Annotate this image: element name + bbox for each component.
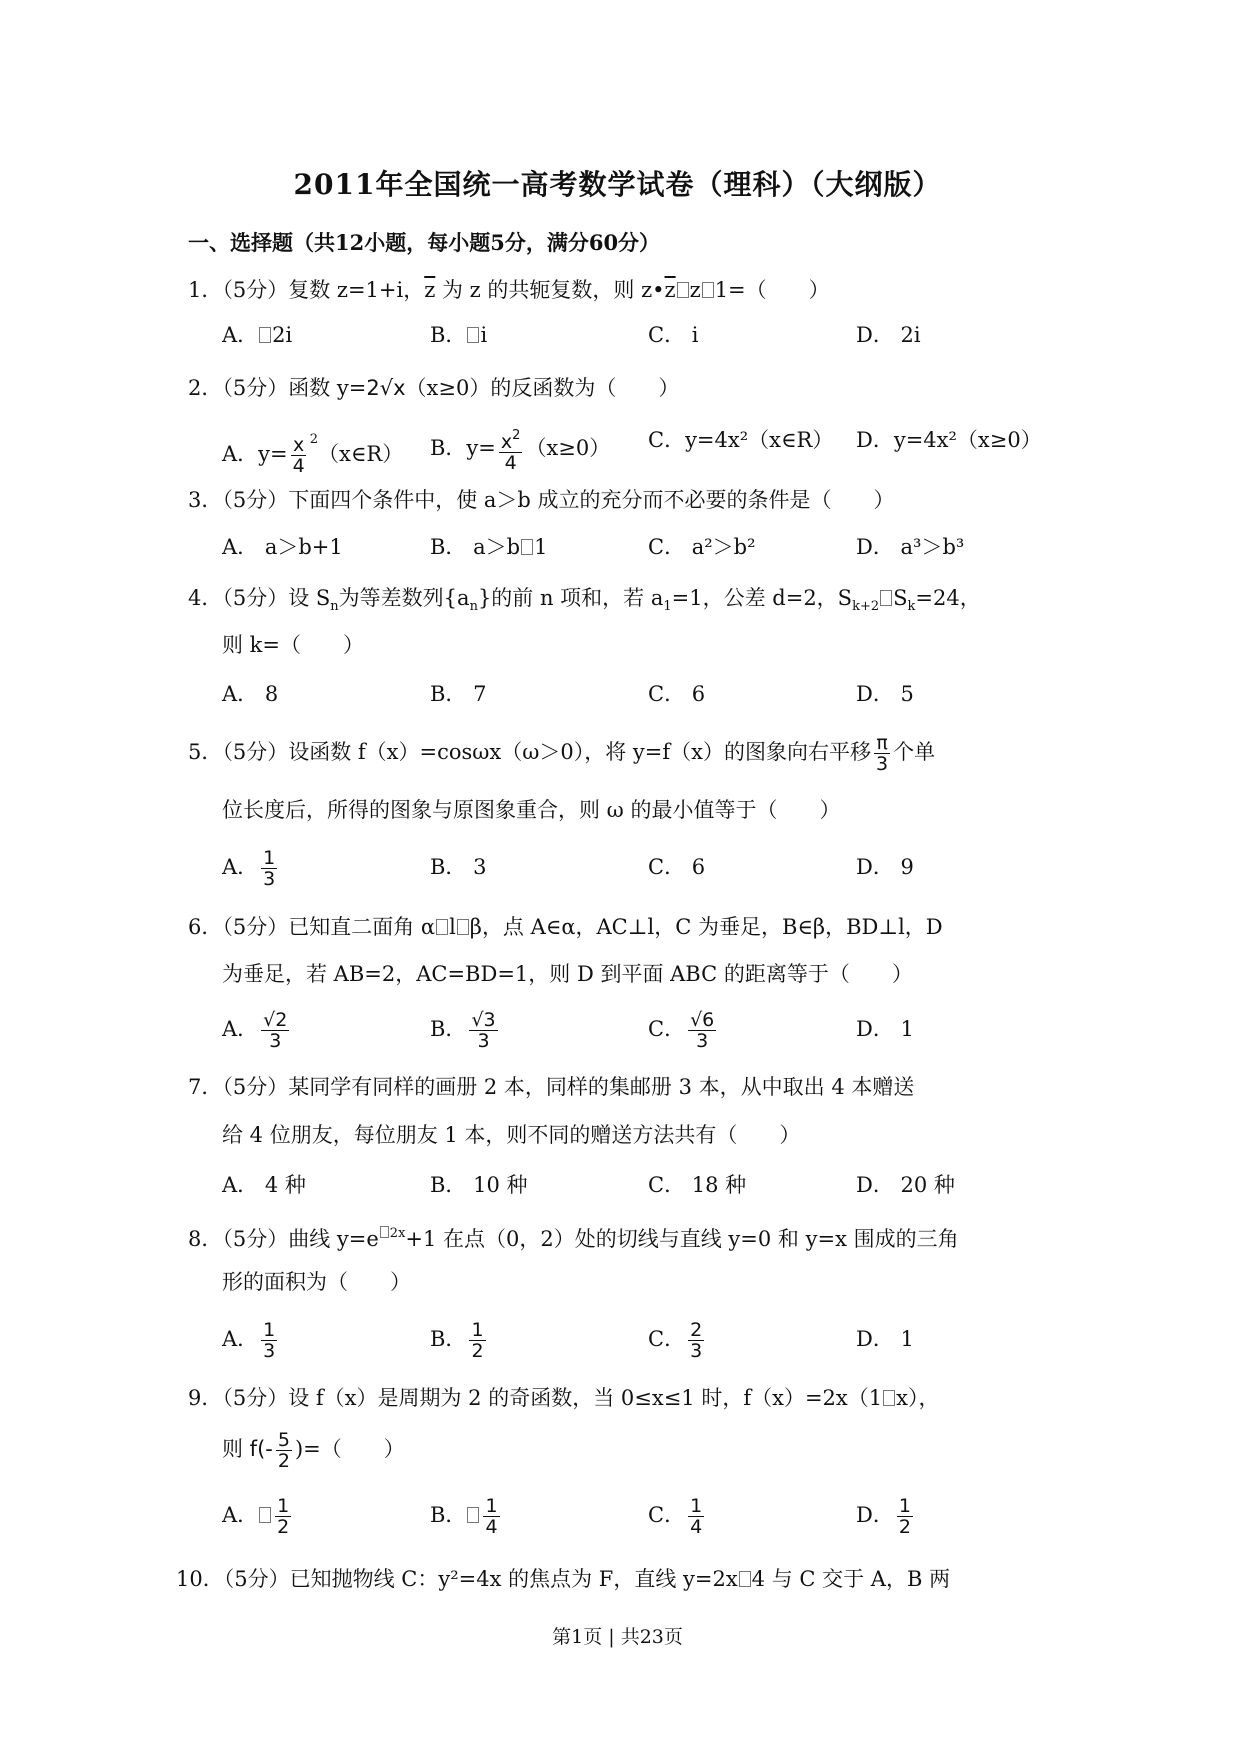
question-3: 3．（5分）下面四个条件中，使 a＞b 成立的充分而不必要的条件是（ ） (188, 488, 895, 512)
page-title: 2011年全国统一高考数学试卷（理科）（大纲版） (293, 168, 942, 201)
q2-option-d[interactable]: D．y=4x²（x≥0） (856, 428, 1042, 452)
question-9-continued (222, 1430, 405, 1471)
q9-option-a-label: A． (222, 1503, 259, 1527)
q5-fraction (874, 733, 890, 774)
fraction-numerator: 1 (263, 847, 276, 869)
q1-option-b-value: i (480, 323, 488, 347)
question-8 (188, 1220, 959, 1253)
q5-stem: 5．（5分）设函数 f（x）=cosωx（ω＞0），将 y=f（x）的图象向右平移 (188, 740, 871, 764)
q8-option-b[interactable] (430, 1320, 489, 1361)
q10-stem: 10．（5分）已知抛物线 C：y²=4x 的焦点为 F，直线 y=2x (176, 1567, 738, 1591)
q6-stem-c: β，点 A∈α，AC⊥l，C 为垂足，B∈β，BD⊥l，D (469, 915, 943, 939)
fraction-denominator: 2 (471, 1340, 484, 1362)
question-8-continued: 形的面积为（ ） (222, 1270, 411, 1294)
q6-option-b-fraction (469, 1010, 497, 1051)
subscript: k (907, 599, 916, 614)
q7-option-a[interactable]: A． 4 种 (222, 1173, 306, 1197)
q8-stem-b: +1 在点（0，2）处的切线与直线 y=0 和 y=x 围成的三角 (405, 1227, 959, 1251)
q4-stem-d: =1，公差 d=2，S (671, 586, 853, 610)
q2-option-b-label: B．y= (430, 436, 496, 460)
q1-stem-e: 1=（ ） (714, 278, 830, 302)
q1-option-b-label: B． (430, 323, 467, 347)
q6-option-d[interactable]: D． 1 (856, 1017, 914, 1041)
q2-option-a-domain: （x∈R） (318, 442, 404, 466)
fraction-denominator: 2 (898, 1516, 911, 1538)
fraction-numerator: 1 (471, 1319, 484, 1341)
q4-stem: 4．（5分）设 S (188, 586, 331, 610)
page-footer: 第1页 | 共23页 (552, 1626, 683, 1648)
exponent-value: 2x (389, 1226, 406, 1241)
q8-stem: 8．（5分）曲线 y=e (188, 1227, 379, 1251)
q9-option-b-fraction (483, 1496, 499, 1537)
q9-fraction (276, 1430, 292, 1471)
fraction-denominator: 4 (292, 455, 305, 477)
q1-option-c[interactable]: C． i (648, 323, 699, 347)
q8-option-a-label: A． (222, 1327, 259, 1351)
q4-stem-e: S (893, 586, 908, 610)
q2-option-a-fraction (291, 435, 307, 476)
exponent: 2 (512, 428, 521, 443)
missing-glyph-icon (436, 919, 448, 935)
q9-option-a[interactable] (222, 1496, 294, 1537)
q3-option-a[interactable]: A． a＞b+1 (222, 535, 343, 559)
fraction-denominator: 3 (269, 1030, 282, 1052)
question-5 (188, 733, 935, 774)
missing-glyph-icon (880, 590, 892, 606)
q5-option-a-fraction (261, 848, 277, 889)
q1-option-d[interactable]: D． 2i (856, 323, 921, 347)
missing-glyph-icon (259, 327, 271, 343)
fraction-denominator: 3 (263, 868, 276, 890)
q6-option-a-label: A． (222, 1017, 259, 1041)
q6-option-c-fraction (688, 1010, 716, 1051)
fraction-denominator: 3 (876, 753, 889, 775)
q6-option-a-fraction (261, 1010, 289, 1051)
fraction-denominator: 4 (690, 1516, 703, 1538)
q4-option-d[interactable]: D． 5 (856, 682, 914, 706)
fraction-numerator: √2 (263, 1009, 288, 1031)
q8-option-c-fraction (688, 1320, 704, 1361)
q9-stem-b: x）， (896, 1386, 940, 1410)
question-6 (188, 913, 943, 941)
subscript: k+2 (852, 599, 880, 614)
missing-glyph-icon (259, 1507, 271, 1523)
question-7: 7．（5分）某同学有同样的画册 2 本，同样的集邮册 3 本，从中取出 4 本赠送 (188, 1075, 915, 1099)
q1-conjugate: $\overline{z}$ (424, 278, 436, 302)
q4-option-c[interactable]: C． 6 (648, 682, 706, 706)
q5-option-a[interactable] (222, 848, 280, 889)
q1-conjugate-2: $\overline{z}$ (664, 278, 676, 302)
q8-option-a[interactable] (222, 1320, 280, 1361)
question-2 (188, 374, 679, 402)
question-5-continued: 位长度后，所得的图象与原图象重合，则 ω 的最小值等于（ ） (222, 798, 841, 822)
fraction-numerator: 1 (690, 1495, 703, 1517)
q5-option-b[interactable]: B． 3 (430, 855, 487, 879)
q1-option-a-label: A． (222, 323, 259, 347)
q1-option-a-value: 2i (272, 323, 293, 347)
q5-option-d[interactable]: D． 9 (856, 855, 914, 879)
subscript: n (330, 599, 339, 614)
q3-option-b-value: 1 (534, 535, 548, 559)
q4-stem-c: }的前 n 项和，若 a (477, 586, 664, 610)
subscript: n (469, 599, 478, 614)
q5-option-a-label: A． (222, 855, 259, 879)
q2-option-c[interactable]: C．y=4x²（x∈R） (648, 428, 834, 452)
q1-stem-b: 为 z 的共轭复数，则 z• (435, 278, 665, 302)
fraction-denominator: 2 (277, 1450, 290, 1472)
question-6-continued: 为垂足，若 AB=2，AC=BD=1，则 D 到平面 ABC 的距离等于（ ） (222, 962, 913, 986)
question-1 (188, 276, 830, 304)
q3-option-b-label: B． a＞b (430, 535, 521, 559)
q9-cont-b: )=（ ） (294, 1437, 405, 1461)
q7-option-d[interactable]: D． 20 种 (856, 1173, 955, 1197)
q2-option-b-fraction (499, 426, 523, 473)
q2-option-b[interactable] (430, 426, 610, 473)
missing-glyph-icon (702, 282, 714, 298)
fraction-denominator: 3 (263, 1340, 276, 1362)
q6-option-c[interactable] (648, 1010, 719, 1051)
missing-glyph-icon (883, 1390, 895, 1406)
missing-glyph-icon (457, 919, 469, 935)
q4-option-b[interactable]: B． 7 (430, 682, 487, 706)
q9-option-d[interactable] (856, 1496, 916, 1537)
missing-glyph-icon (677, 282, 689, 298)
missing-glyph-icon (467, 327, 479, 343)
question-4-continued: 则 k=（ ） (222, 633, 364, 657)
exponent (379, 1226, 406, 1241)
q6-option-b[interactable] (430, 1010, 501, 1051)
q8-option-a-fraction (261, 1320, 277, 1361)
q2-option-a-label: A．y= (222, 442, 288, 466)
fraction-numerator-base: x (500, 431, 513, 453)
fraction-denominator: 3 (696, 1030, 709, 1052)
fraction-denominator: 4 (485, 1516, 498, 1538)
q9-stem: 9．（5分）设 f（x）是周期为 2 的奇函数，当 0≤x≤1 时，f（x）=2x（1 (188, 1386, 883, 1410)
missing-glyph-icon (521, 539, 533, 555)
q1-stem: 1．（5分）复数 z=1+i， (188, 278, 425, 302)
q9-option-c-label: C． (648, 1503, 686, 1527)
fraction-numerator: π (876, 732, 888, 754)
q9-cont-a: 则 f(- (222, 1437, 273, 1461)
fraction-numerator: x (293, 434, 305, 456)
missing-glyph-icon (380, 1226, 389, 1238)
fraction-numerator: √3 (471, 1009, 496, 1031)
fraction-denominator: 2 (277, 1516, 290, 1538)
q2-stem: 2．（5分）函数 y= (188, 376, 367, 400)
q7-option-c[interactable]: C． 18 种 (648, 1173, 747, 1197)
question-10 (176, 1565, 950, 1593)
fraction-numerator: 1 (898, 1495, 911, 1517)
q4-stem-b: 为等差数列{a (338, 586, 470, 610)
q9-option-b-label: B． (430, 1503, 467, 1527)
q2-option-a[interactable] (222, 426, 403, 476)
q6-stem: 6．（5分）已知直二面角 α (188, 915, 436, 939)
q9-option-a-fraction (275, 1496, 291, 1537)
q5-option-c[interactable]: C． 6 (648, 855, 706, 879)
fraction-numerator: 1 (277, 1495, 290, 1517)
q8-option-b-fraction (469, 1320, 485, 1361)
q3-option-d[interactable]: D． a³＞b³ (856, 535, 965, 559)
q5-stem-b: 个单 (893, 740, 936, 764)
fraction-numerator: 5 (277, 1429, 290, 1451)
q7-option-b[interactable]: B． 10 种 (430, 1173, 528, 1197)
q9-option-c-fraction (688, 1496, 704, 1537)
fraction-numerator: 2 (690, 1319, 703, 1341)
question-7-continued: 给 4 位朋友，每位朋友 1 本，则不同的赠送方法共有（ ） (222, 1123, 801, 1147)
q9-option-d-label: D． (856, 1503, 894, 1527)
q1-stem-d: z (689, 278, 701, 302)
q3-option-c[interactable]: C． a²＞b² (648, 535, 756, 559)
q3-option-b[interactable] (430, 533, 547, 561)
q8-option-b-label: B． (430, 1327, 467, 1351)
q6-option-a[interactable] (222, 1010, 292, 1051)
section-heading: 一、选择题（共12小题，每小题5分，满分60分） (188, 230, 661, 255)
q2-stem-b: （x≥0）的反函数为（ ） (405, 376, 680, 400)
missing-glyph-icon (739, 1571, 751, 1587)
subscript: 1 (663, 599, 672, 614)
fraction-denominator: 3 (690, 1340, 703, 1362)
fraction-numerator (499, 426, 523, 453)
q9-option-c[interactable] (648, 1496, 707, 1537)
q6-option-b-label: B． (430, 1017, 467, 1041)
q8-option-c-label: C． (648, 1327, 686, 1351)
q2-option-b-domain: （x≥0） (525, 436, 611, 460)
q2-sqrt-expr: 2√x (366, 376, 406, 400)
q8-option-d[interactable]: D． 1 (856, 1327, 914, 1351)
exponent: 2 (309, 432, 318, 447)
fraction-denominator: 3 (477, 1030, 490, 1052)
q9-option-d-fraction (897, 1496, 913, 1537)
fraction-denominator: 4 (504, 452, 517, 474)
q6-stem-b: l (449, 915, 456, 939)
q4-option-a[interactable]: A． 8 (222, 682, 279, 706)
q6-option-c-label: C． (648, 1017, 686, 1041)
q1-option-a[interactable] (222, 321, 292, 349)
question-4 (188, 584, 981, 621)
q1-option-b[interactable] (430, 321, 487, 349)
q4-stem-f: =24， (915, 586, 981, 610)
q8-option-c[interactable] (648, 1320, 707, 1361)
fraction-numerator: 1 (485, 1495, 498, 1517)
question-9 (188, 1384, 939, 1412)
q10-stem-b: 4 与 C 交于 A，B 两 (751, 1567, 951, 1591)
fraction-numerator: √6 (690, 1009, 715, 1031)
missing-glyph-icon (467, 1507, 479, 1523)
fraction-numerator: 1 (263, 1319, 276, 1341)
q9-option-b[interactable] (430, 1496, 503, 1537)
